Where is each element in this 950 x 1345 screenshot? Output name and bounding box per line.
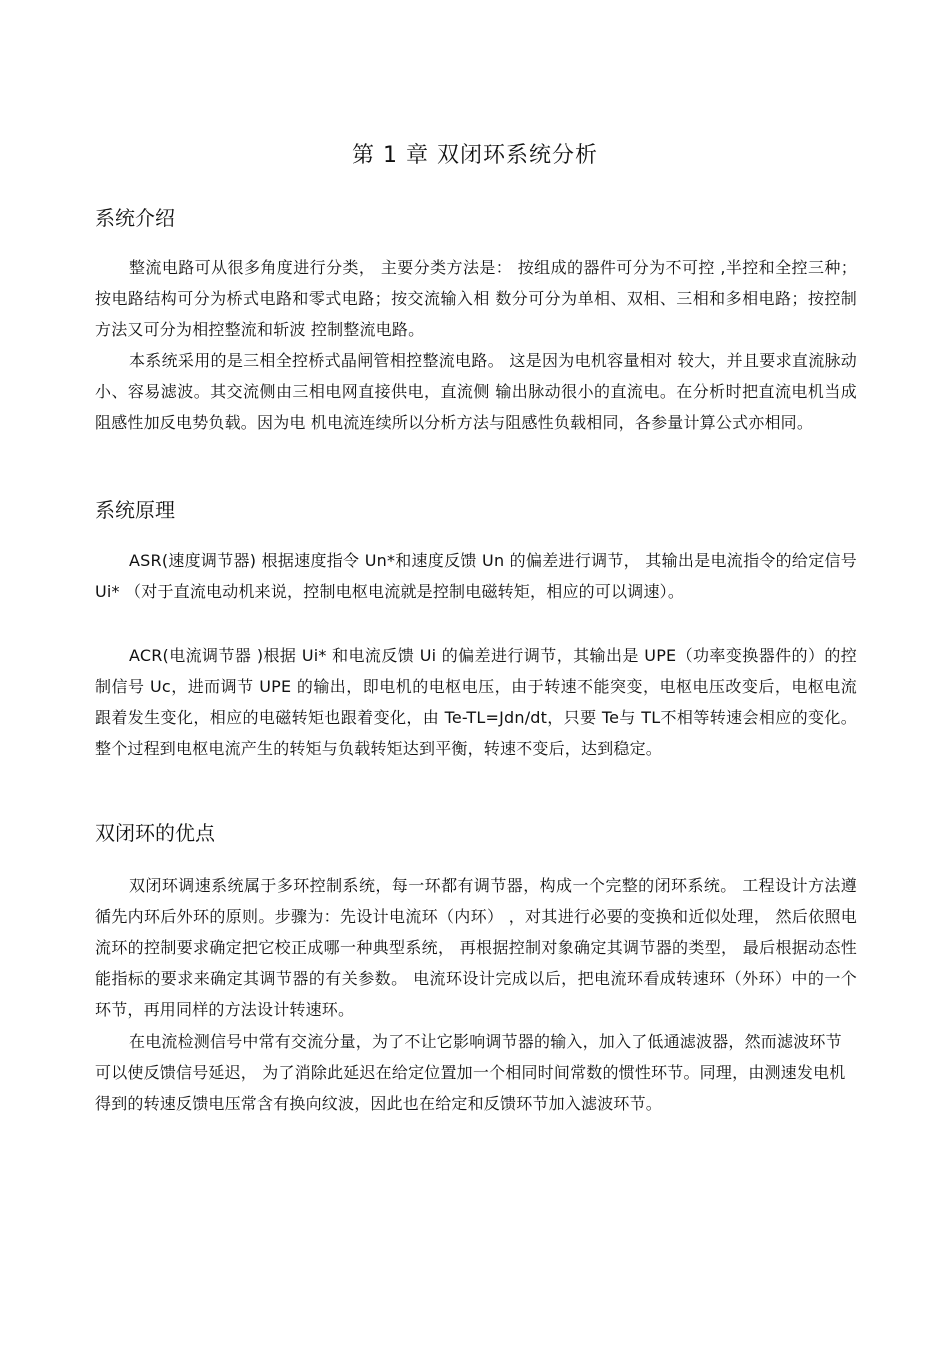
- section-heading-principle: 系统原理: [95, 498, 175, 522]
- chapter-title: 第 1 章 双闭环系统分析: [352, 143, 598, 168]
- paragraph: 在电流检测信号中常有交流分量，为了不让它影响调节器的输入，加入了低通滤波器，然而滤波环节可以使反馈信号延迟， 为了消除此延迟在给定位置加一个相同时间常数的惯性环节。同理，由测速发电机得到的转速反馈电压常含有换向纹波，因此也在给定和反馈环节加入滤波环节。: [95, 1032, 846, 1113]
- section-heading-intro: 系统介绍: [95, 206, 175, 230]
- paragraph: 整流电路可从很多角度进行分类， 主要分类方法是： 按组成的器件可分为不可控 ,半控和全控三种；按电路结构可分为桥式电路和零式电路；按交流输入相 数分可分为单相、双相、三相和多相电路；按控制方法又可分为相控整流和斩波 控制整流电路。: [95, 258, 857, 339]
- paragraph: 本系统采用的是三相全控桥式晶闸管相控整流电路。 这是因为电机容量相对 较大，并且要求直流脉动小、容易滤波。其交流侧由三相电网直接供电，直流侧 输出脉动很小的直流电。在分析时把直流电机当成阻感性加反电势负载。因为电 机电流连续所以分析方法与阻感性负载相同，各参量计算公式亦相同。: [95, 351, 857, 432]
- paragraph: 双闭环调速系统属于多环控制系统，每一环都有调节器，构成一个完整的闭环系统。 工程设计方法遵循先内环后外环的原则。步骤为：先设计电流环（内环） ，对其进行必要的变换和近似处理， 然后依照电流环的控制要求确定把它校正成哪一种典型系统， 再根据控制对象确定其调节器的类型， 最后根据动态性能指标的要求来确定其调节器的有关参数。 电流环设计完成以后，把电流环看成转速环（外环）中的一个环节，再用同样的方法设计转速环。: [95, 876, 857, 1019]
- paragraph: ASR(速度调节器) 根据速度指令 Un*和速度反馈 Un 的偏差进行调节， 其输出是电流指令的给定信号 Ui* （对于直流电动机来说，控制电枢电流就是控制电磁转矩，相应的可以调速）。: [95, 551, 857, 601]
- section-heading-advantages: 双闭环的优点: [95, 821, 215, 845]
- paragraph: ACR(电流调节器 )根据 Ui* 和电流反馈 Ui 的偏差进行调节，其输出是 UPE（功率变换器件的）的控制信号 Uc，进而调节 UPE 的输出，即电机的电枢电压，由于转速不能突变，电枢电压改变后，电枢电流跟着发生变化，相应的电磁转矩也跟着变化，由 Te-TL=Jdn/dt，只要 Te与 TL不相等转速会相应的变化。 整个过程到电枢电流产生的转矩与负载转矩达到平衡，转速不变后，达到稳定。: [95, 646, 857, 758]
